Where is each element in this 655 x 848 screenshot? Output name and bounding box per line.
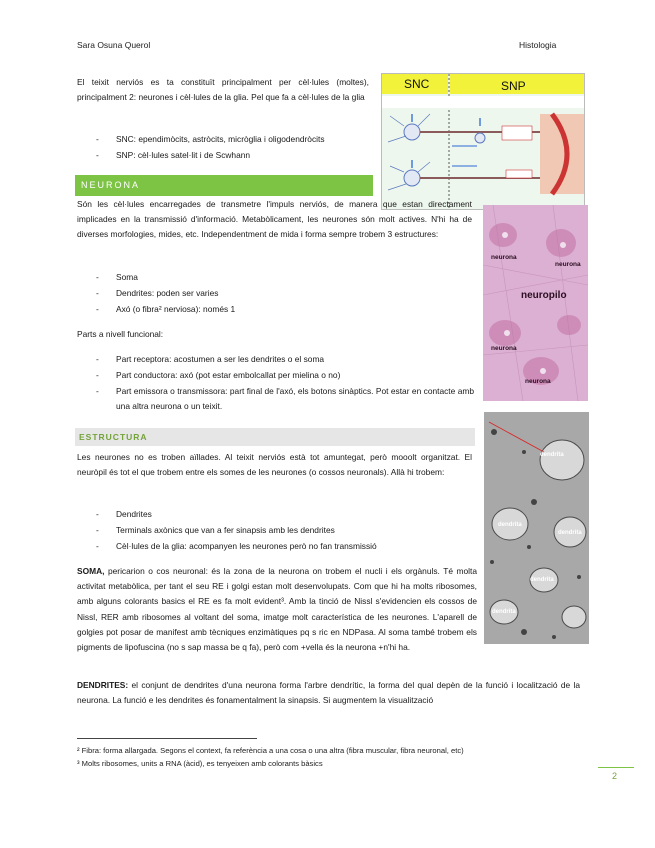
micrograph-label-neurona-4: neurona bbox=[525, 378, 551, 385]
intro-item-snp: - SNP: cèl·lules satel·lit i de Scwhann bbox=[96, 150, 251, 160]
micrograph-label-neurona-3: neurona bbox=[491, 345, 517, 352]
page-number-rule bbox=[598, 767, 634, 768]
section-heading-estructura: ESTRUCTURA bbox=[75, 428, 475, 446]
header-subject: Histologia bbox=[519, 40, 557, 50]
micrograph-label-neurona-1: neurona bbox=[491, 254, 517, 261]
electron-micrograph bbox=[484, 412, 589, 644]
footnote-separator bbox=[77, 738, 257, 739]
neurona-paragraph: Són les cèl·lules encarregades de transmetre l'impuls nerviós, de manera que estan directament implicades en la transmissió d'informació. Metabòlicament, les neurones són molt actives. N'hi ha de diverses morfologies, mides, etc. Independentment de mida i forma sempre trobem 3 estructures: bbox=[77, 199, 472, 240]
micrograph-label-neuropilo: neuropilo bbox=[521, 290, 567, 301]
intro-paragraph: El teixit nerviós es ta constituït principalment per cèl·lules (moltes), principalment 2: neurones i cèl·lules de la glia. Pel que fa a cèl·lules de la glia bbox=[77, 77, 369, 103]
footnote-3: ³ Molts ribosomes, units a RNA (àcid), es tenyeixen amb colorants bàsics bbox=[77, 759, 323, 768]
structure-item-dendrites: - Dendrites: poden ser varies bbox=[96, 288, 219, 298]
em-label-dendrita-5: dendrita bbox=[492, 609, 516, 615]
intro-item-snc: - SNC: ependimòcits, astròcits, micròglia i oligodendròcits bbox=[96, 134, 325, 144]
soma-label: SOMA, bbox=[77, 566, 105, 576]
soma-paragraph: SOMA, pericarion o cos neuronal: és la zona de la neurona on trobem el nucli i els orgànuls. Té molta activitat metabòlica, per tant el seu RE i golgi estan molt desenvolupats. Com que hi ha molts ribosomes, amb alguns colorants basics el RE es fa molt evident³. Amb la tinció de Nissl s'evidencien els cossos de Nissl, RER amb ribosomes al voltant del soma, imatge molt característica de les neurones. L'aparell de golgies pot posar de manifest amb tècniques enzimàtiques pq s ric en NDPasa. Al soma també trobem els pigments de lipofuscina (no s sap massa be q fa), però com +vella és la neurona +n'hi ha. bbox=[77, 566, 477, 653]
structure-item-axo: - Axó (o fibra² nerviosa): només 1 bbox=[96, 304, 236, 314]
structure-item-soma: - Soma bbox=[96, 272, 138, 282]
em-label-dendrita-4: dendrita bbox=[530, 577, 554, 583]
functional-title: Parts a nivell funcional: bbox=[77, 329, 164, 339]
functional-item-receptora: - Part receptora: acostumen a ser les dendrites o el soma bbox=[96, 354, 325, 364]
em-label-dendrita-1: dendrita bbox=[540, 452, 564, 458]
neuron-micrograph bbox=[483, 205, 588, 401]
micrograph-label-neurona-2: neurona bbox=[555, 261, 581, 268]
dendrites-paragraph: DENDRITES: el conjunt de dendrites d'una neurona forma l'arbre dendrític, la forma del qual depèn de la funció i localització de la neurona. La funció e les dendrites és fonamentalment la sinapsis. Si augmentem la visualització bbox=[77, 680, 580, 706]
neuropil-item-terminals: - Terminals axònics que van a fer sinapsis amb les dendrites bbox=[96, 525, 335, 535]
neuropil-item-glia: - Cèl·lules de la glia: acompanyen les neurones però no fan transmissió bbox=[96, 541, 377, 551]
estructura-paragraph: Les neurones no es troben aïllades. Al teixit nerviós està tot amuntegat, però mooolt organitzat. El neuròpil és tot el que trobem entre els somes de les neurones (o cossos neuronals). Allà hi trobem: bbox=[77, 452, 472, 478]
dendrites-label: DENDRITES: bbox=[77, 680, 129, 690]
nervous-system-diagram bbox=[381, 73, 585, 210]
footnote-2: ² Fibra: forma allargada. Segons el context, fa referència a una cosa o una altra (fibra muscular, fibra neuronal, etc) bbox=[77, 746, 464, 755]
neuropil-item-dendrites: - Dendrites bbox=[96, 509, 152, 519]
functional-item-emissora: - Part emissora o transmissora: part final de l'axó, els botons sinàptics. Pot estar en contacte amb una altra neurona o un teixit. bbox=[96, 386, 474, 412]
em-label-dendrita-3: dendrita bbox=[558, 530, 582, 536]
functional-item-conductora: - Part conductora: axó (pot estar embolcallat per mielina o no) bbox=[96, 370, 341, 380]
diagram-label-snp: SNP bbox=[501, 79, 526, 93]
header-author: Sara Osuna Querol bbox=[77, 40, 151, 50]
page-number: 2 bbox=[612, 771, 618, 781]
section-heading-neurona: NEURONA bbox=[75, 175, 373, 196]
em-label-dendrita-2: dendrita bbox=[498, 522, 522, 528]
diagram-label-snc: SNC bbox=[404, 77, 430, 91]
